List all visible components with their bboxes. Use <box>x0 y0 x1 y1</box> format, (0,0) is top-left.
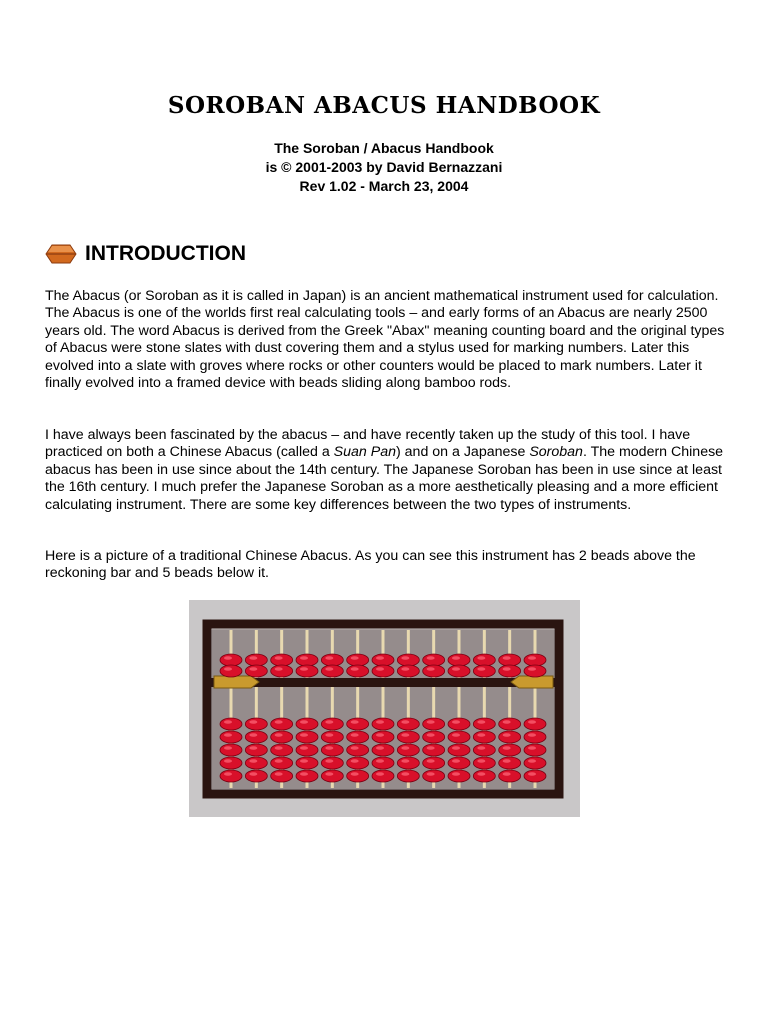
lower-bead <box>524 770 546 782</box>
upper-bead <box>321 665 343 677</box>
lower-bead <box>448 718 470 730</box>
lower-bead <box>524 718 546 730</box>
lower-bead <box>245 731 267 743</box>
upper-bead <box>347 654 369 666</box>
document-title: SOROBAN ABACUS HANDBOOK <box>167 92 601 119</box>
lower-bead <box>448 757 470 769</box>
lower-bead <box>397 744 419 756</box>
lower-bead <box>296 731 318 743</box>
lower-bead <box>271 731 293 743</box>
upper-bead <box>499 654 521 666</box>
upper-bead <box>245 665 267 677</box>
lower-bead <box>499 757 521 769</box>
lower-bead <box>271 744 293 756</box>
upper-bead <box>220 654 242 666</box>
abacus-illustration <box>189 600 580 817</box>
upper-bead <box>372 654 394 666</box>
lower-bead <box>271 770 293 782</box>
lower-bead <box>372 718 394 730</box>
lower-bead <box>397 731 419 743</box>
lower-bead <box>423 757 445 769</box>
upper-bead <box>271 654 293 666</box>
lower-bead <box>448 744 470 756</box>
upper-bead <box>347 665 369 677</box>
upper-bead <box>397 665 419 677</box>
lower-bead <box>473 731 495 743</box>
lower-bead <box>524 744 546 756</box>
lower-bead <box>448 770 470 782</box>
lower-bead <box>296 757 318 769</box>
lower-bead <box>220 744 242 756</box>
lower-bead <box>372 770 394 782</box>
lower-bead <box>245 718 267 730</box>
lower-bead <box>499 744 521 756</box>
upper-bead <box>271 665 293 677</box>
lower-bead <box>347 744 369 756</box>
paragraph-2-part-a: I have always been fascinated by the abacus – and have recently taken up the study of this tool. I have practiced on both a Chinese Abacus (called a <box>45 427 691 461</box>
lower-bead <box>473 744 495 756</box>
lower-bead <box>397 757 419 769</box>
lower-bead <box>372 731 394 743</box>
brass-plate-left <box>214 676 259 688</box>
meta-line-3: Rev 1.02 - March 23, 2004 <box>299 178 469 194</box>
lower-bead <box>321 770 343 782</box>
lower-bead <box>321 718 343 730</box>
upper-bead <box>423 654 445 666</box>
lower-bead <box>473 770 495 782</box>
upper-bead <box>296 654 318 666</box>
upper-bead <box>448 654 470 666</box>
lower-bead <box>347 718 369 730</box>
upper-bead <box>473 665 495 677</box>
lower-bead <box>245 770 267 782</box>
lower-bead <box>271 718 293 730</box>
lower-bead <box>524 757 546 769</box>
upper-bead <box>423 665 445 677</box>
section-heading-introduction <box>45 242 246 266</box>
upper-bead <box>524 654 546 666</box>
lower-bead <box>321 731 343 743</box>
upper-bead <box>220 665 242 677</box>
paragraph-2-part-b: ) and on a Japanese <box>396 444 530 461</box>
term-suan-pan: Suan Pan <box>333 444 396 461</box>
lower-bead <box>423 718 445 730</box>
upper-bead <box>296 665 318 677</box>
lower-bead <box>220 718 242 730</box>
paragraph-1: The Abacus (or Soroban as it is called in Japan) is an ancient mathematical instrument used for calculation. The Abacus is one of the worlds first real calculating tools – and early forms of an Abacus are nearly 2500 years old. The word Abacus is derived from the Greek "Abax" meaning counting board and the original types of Abacus were stone slates with dust covering them and a stylus used for marking numbers. Later this evolved into a slate with groves where rocks or other counters would be placed to mark numbers. Later it finally evolved into a framed device with beads sliding along bamboo rods. <box>45 288 725 392</box>
lower-bead <box>473 718 495 730</box>
document-meta <box>0 139 768 196</box>
upper-bead <box>397 654 419 666</box>
meta-line-2: is © 2001-2003 by David Bernazzani <box>265 159 503 175</box>
lower-bead <box>271 757 293 769</box>
lower-bead <box>397 770 419 782</box>
upper-bead <box>448 665 470 677</box>
brass-plate-right <box>511 676 553 688</box>
lower-bead <box>499 718 521 730</box>
upper-bead <box>321 654 343 666</box>
lower-bead <box>347 731 369 743</box>
lower-bead <box>423 744 445 756</box>
lower-bead <box>245 744 267 756</box>
upper-bead <box>473 654 495 666</box>
section-title: INTRODUCTION <box>85 242 246 265</box>
paragraph-3: Here is a picture of a traditional Chinese Abacus. As you can see this instrument has 2 beads above the reckoning bar and 5 beads below it. <box>45 548 696 582</box>
lower-bead <box>321 757 343 769</box>
lower-bead <box>296 718 318 730</box>
lower-bead <box>347 757 369 769</box>
lower-bead <box>296 744 318 756</box>
lower-bead <box>524 731 546 743</box>
lower-bead <box>347 770 369 782</box>
term-soroban: Soroban <box>529 444 583 461</box>
reckoning-bar <box>211 678 555 687</box>
upper-bead <box>524 665 546 677</box>
lower-bead <box>220 731 242 743</box>
lower-bead <box>296 770 318 782</box>
paragraph-2 <box>45 427 735 514</box>
upper-bead <box>499 665 521 677</box>
paragraph-2-part-c: . The modern Chinese abacus has been in use since about the 14th century. The Japanese Soroban has been in use since at least the 16th century. I much prefer the Japanese Soroban as a more aesthetically pleasing and a more efficient calculating instrument. There are some key differences between the two types of instruments. <box>45 444 724 513</box>
lower-bead <box>499 731 521 743</box>
lower-bead <box>321 744 343 756</box>
chinese-abacus-photo <box>189 600 580 817</box>
lower-bead <box>220 757 242 769</box>
lower-bead <box>372 757 394 769</box>
lower-bead <box>372 744 394 756</box>
lower-bead <box>473 757 495 769</box>
upper-bead <box>372 665 394 677</box>
lower-bead <box>245 757 267 769</box>
lower-bead <box>397 718 419 730</box>
lower-bead <box>220 770 242 782</box>
lower-bead <box>423 770 445 782</box>
lower-bead <box>423 731 445 743</box>
lower-bead <box>499 770 521 782</box>
meta-line-1: The Soroban / Abacus Handbook <box>274 140 494 156</box>
lower-bead <box>448 731 470 743</box>
upper-bead <box>245 654 267 666</box>
hexagon-bullet-icon <box>45 244 77 264</box>
